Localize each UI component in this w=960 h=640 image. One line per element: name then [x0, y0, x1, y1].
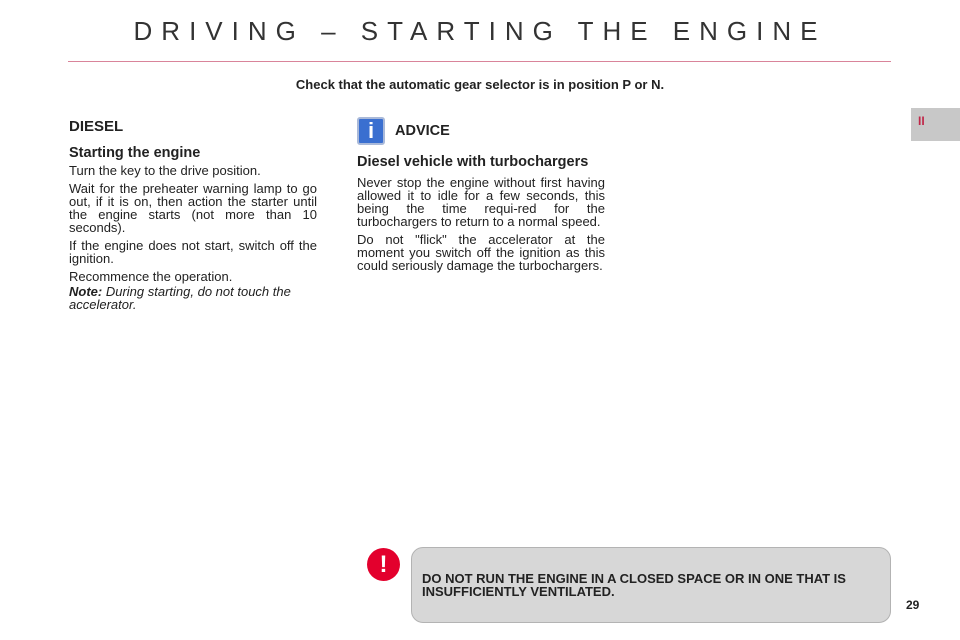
note-text: During starting, do not touch the accelerator. — [69, 284, 291, 312]
diesel-note — [69, 285, 317, 311]
diesel-paragraph: If the engine does not start, switch off the ignition. — [69, 238, 317, 266]
advice-label: ADVICE — [395, 123, 450, 139]
exclamation-icon — [367, 548, 400, 581]
page-number: 29 — [906, 598, 920, 612]
advice-section — [357, 118, 605, 277]
advice-header — [357, 117, 605, 145]
turbocharger-heading: Diesel vehicle with turbochargers — [357, 154, 589, 170]
note-label: Note: — [69, 284, 103, 299]
exclamation-icon-glyph: ! — [379, 551, 388, 578]
ventilation-warning-text: DO NOT RUN THE ENGINE IN A CLOSED SPACE OR IN ONE THAT IS INSUFFICIENTLY VENTILATED. — [422, 571, 846, 599]
starting-engine-heading: Starting the engine — [69, 145, 201, 161]
advice-paragraph: Never stop the engine without first having allowed it to idle for a few seconds, this being the time requi-red for the turbochargers to return to a normal speed. — [357, 175, 605, 229]
info-icon — [357, 117, 385, 145]
advice-paragraph: Do not "flick" the accelerator at the moment you switch off the ignition as this could seriously damage the turbochargers. — [357, 232, 605, 273]
page-title: DRIVING – STARTING THE ENGINE — [133, 16, 827, 46]
title-divider — [68, 61, 891, 62]
diesel-heading: DIESEL — [69, 118, 124, 135]
ventilation-warning-box — [411, 547, 891, 623]
chapter-tab[interactable] — [911, 108, 960, 141]
diesel-paragraph: Wait for the preheater warning lamp to go out, if it is on, then action the starter until the engine starts (not more than 10 seconds). — [69, 181, 317, 235]
gear-selector-instruction: Check that the automatic gear selector is in position P or N. — [295, 77, 665, 92]
info-icon-glyph: i — [367, 118, 375, 143]
chapter-tab-label: II — [918, 114, 925, 128]
diesel-section — [69, 118, 317, 311]
diesel-paragraph: Turn the key to the drive position. — [69, 163, 261, 178]
diesel-paragraph: Recommence the operation. — [69, 269, 233, 284]
